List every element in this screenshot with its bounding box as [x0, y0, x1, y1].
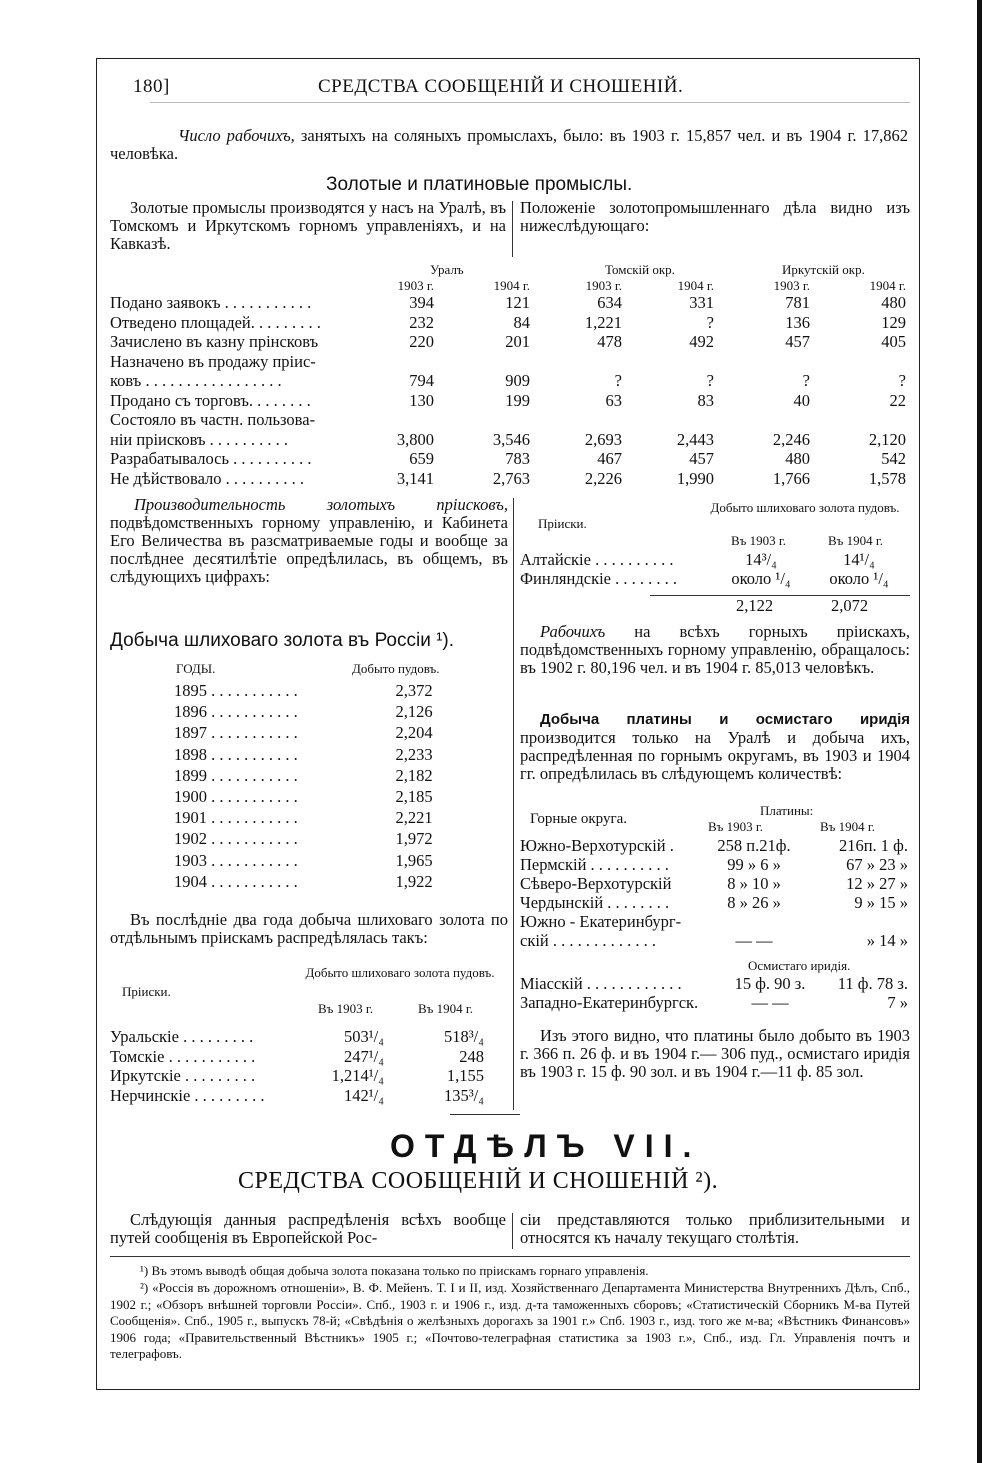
row-value: 1,578 [868, 468, 906, 488]
row-label: Финляндскіе . . . . . . . . [520, 569, 677, 588]
section-left-text: Слѣдующія данныя распредѣленія всѣхъ вообще путей сообщенія въ Европейской Рос- [110, 1210, 506, 1247]
last-two-years-row [110, 1066, 484, 1086]
row-label: Западно-Екатеринбургск. [520, 993, 699, 1012]
last-two-years-table [110, 1027, 484, 1105]
column-divider-top [512, 201, 513, 257]
right-shlikh-year2: Въ 1904 г. [828, 533, 884, 548]
gold-stats-row [110, 449, 906, 469]
row-value: 63 [605, 390, 622, 410]
gold-stats-row [110, 352, 906, 372]
gold-section-title: Золотые и платиновые промыслы. [326, 174, 633, 195]
right-shlikh-table [520, 550, 908, 588]
shlikh-year-row [174, 744, 454, 765]
miners-lead: Рабочихъ [540, 622, 606, 641]
row-value [622, 410, 714, 430]
shlikh-year-row [174, 765, 454, 786]
row-value [810, 352, 906, 372]
last-two-years-row [110, 1086, 484, 1106]
productivity-lead: Производительность золотыхъ пріисковъ, [134, 495, 508, 514]
platinum-year1: Въ 1903 г. [708, 819, 764, 834]
platinum-summary: Изъ этого видно, что платины было добыто въ 1903 г. 366 п. 26 ф. и въ 1904 г.— 306 пуд., осмистаго иридія въ 1903 г. 15 ф. 90 зол. и въ 1904 г.—11 ф. 85 зол. [520, 1026, 910, 1081]
row-value: 2,126 [395, 702, 433, 722]
row-value: 1,922 [395, 871, 433, 891]
row-value-1903: 142¹/₄ [343, 1085, 384, 1105]
row-value-1904: » 14 » [866, 931, 908, 950]
row-value: 121 [505, 293, 530, 313]
row-label: Міасскій . . . . . . . . . . . . [520, 974, 682, 993]
row-value-1903 [704, 912, 804, 931]
row-value: 129 [881, 312, 906, 332]
row-year: 1898 . . . . . . . . . . . [174, 744, 298, 764]
row-year: 1903 . . . . . . . . . . . [174, 850, 298, 870]
row-value: 794 [409, 371, 434, 391]
row-year: 1895 . . . . . . . . . . . [174, 681, 298, 701]
row-value: 467 [597, 449, 622, 469]
platinum-row [520, 874, 908, 893]
row-value: 783 [505, 449, 530, 469]
shlikh-col-value: Добыто пудовъ. [352, 661, 440, 676]
row-value: 1,221 [584, 312, 622, 332]
row-value-1904: 135³/₄ [443, 1085, 484, 1105]
platinum-row [520, 855, 908, 874]
row-year: 1897 . . . . . . . . . . . [174, 723, 298, 743]
row-value: 2,226 [584, 468, 622, 488]
row-value: 634 [597, 293, 622, 313]
row-value: 2,763 [492, 468, 530, 488]
header-rule [150, 102, 910, 103]
row-value [372, 410, 434, 430]
row-value [530, 410, 622, 430]
row-value-1903: 8 » 26 » [727, 893, 781, 912]
row-value: 2,372 [395, 681, 433, 701]
row-value-1904: 7 » [887, 993, 908, 1012]
gold-stats-row [110, 391, 906, 411]
last-two-years-row [110, 1027, 484, 1047]
salt-workers-lead: Число рабочихъ, [178, 126, 295, 145]
last-two-years-label-head: Пріиски. [122, 984, 171, 999]
row-value: 2,221 [395, 808, 433, 828]
section-right-text: сіи представляются только приблизительными и относятся къ началу текущаго столѣтія. [520, 1210, 910, 1247]
row-value: 84 [513, 312, 530, 332]
row-value [622, 352, 714, 372]
row-value [810, 410, 906, 430]
row-value: 480 [881, 293, 906, 313]
row-value-1903: 258 п.21ф. [717, 836, 791, 855]
row-value-1903: 503¹/₄ [343, 1027, 384, 1047]
row-value: 2,443 [676, 429, 714, 449]
row-value [714, 352, 810, 372]
section-subtitle: СРЕДСТВА СООБЩЕНІЙ И СНОШЕНІЙ ²). [238, 1168, 719, 1194]
row-label: Нерчинскіе . . . . . . . . . [110, 1085, 265, 1105]
row-value: 331 [689, 293, 714, 313]
platinum-paragraph [520, 710, 910, 783]
shlikh-year-row [174, 871, 454, 892]
row-value: 478 [597, 332, 622, 352]
row-label: Иркутскіе . . . . . . . . . [110, 1066, 256, 1086]
row-value: 2,182 [395, 765, 433, 785]
row-value: ? [898, 371, 906, 391]
salt-workers-paragraph [110, 127, 908, 163]
page-number: 180] [133, 76, 170, 97]
platinum-row [520, 836, 908, 855]
row-value-1904: 216п. 1 ф. [838, 836, 908, 855]
row-value: 1,990 [676, 468, 714, 488]
row-value-1904: 9 » 15 » [854, 893, 908, 912]
right-shlikh-total-1904: 2,072 [831, 596, 869, 615]
gold-stats-row [110, 469, 906, 489]
row-value-1903: 247¹/₄ [343, 1046, 384, 1066]
row-value: 3,546 [492, 429, 530, 449]
row-label: Пермскій . . . . . . . . . . [520, 855, 669, 874]
row-label: ніи пріисковъ . . . . . . . . . . [110, 429, 289, 449]
row-value: 1,972 [395, 829, 433, 849]
shlikh-year-row [174, 701, 454, 722]
shlikh-year-row [174, 786, 454, 807]
right-shlikh-row [520, 550, 908, 569]
row-value: 130 [409, 390, 434, 410]
row-value-1904: 1,155 [446, 1066, 484, 1086]
row-value: 457 [785, 332, 810, 352]
group-irkutsk: Иркутскій окр. [782, 262, 865, 277]
row-value-1903: 1,214¹/₄ [331, 1066, 384, 1086]
gold-stats-row [110, 332, 906, 352]
platinum-row [520, 893, 908, 912]
row-value: 2,693 [584, 429, 622, 449]
row-label: Назначено въ продажу пріис- [110, 351, 316, 371]
row-value: 2,185 [395, 787, 433, 807]
row-value: 83 [697, 390, 714, 410]
section-title: ОТДѢЛЪ VII. [390, 1128, 702, 1164]
row-value: 2,120 [868, 429, 906, 449]
miners-paragraph [520, 623, 910, 677]
row-label: скій . . . . . . . . . . . . . [520, 931, 657, 950]
gold-stats-row [110, 410, 906, 430]
row-label: Продано съ торговъ. . . . . . . . [110, 390, 311, 410]
right-shlikh-row [520, 569, 908, 588]
row-year: 1900 . . . . . . . . . . . [174, 787, 298, 807]
row-value: 394 [409, 293, 434, 313]
row-value-1903: 15 ф. 90 з. [734, 974, 806, 993]
row-label: Состояло въ частн. пользова- [110, 410, 316, 430]
row-value: 3,141 [396, 468, 434, 488]
row-value [714, 410, 810, 430]
row-label: Отведено площадей. . . . . . . . . [110, 312, 321, 332]
gold-left-text: Золотые промыслы производятся у насъ на Уралѣ, въ Томскомъ и Иркутскомъ горномъ управленіяхъ, и на Кавказѣ. [110, 198, 506, 253]
group-ural: Уралъ [430, 262, 464, 277]
gold-years-row: 1903 г. 1904 г. 1903 г. 1904 г. 1903 г. 1904 г. [397, 278, 906, 293]
row-value: ? [802, 371, 810, 391]
row-value: 659 [409, 449, 434, 469]
row-year: 1904 . . . . . . . . . . . [174, 871, 298, 891]
platinum-row [520, 912, 908, 931]
platinum-lead: Добыча платины и осмистаго иридія [540, 711, 910, 728]
row-label: Уральскіе . . . . . . . . . [110, 1027, 254, 1047]
platinum-row [520, 931, 908, 950]
row-value-1904: 518³/₄ [443, 1027, 484, 1047]
row-value-1904 [804, 912, 908, 931]
section-divider [450, 1114, 520, 1115]
row-value: 480 [785, 449, 810, 469]
row-value-1903: 99 » 6 » [727, 855, 781, 874]
row-value: 22 [889, 390, 906, 410]
row-value-1903: — — [751, 993, 789, 1012]
row-label: Южно - Екатеринбург- [520, 912, 682, 931]
row-label: Алтайскіе . . . . . . . . . . [520, 550, 674, 569]
row-value: 2,246 [772, 429, 810, 449]
row-value: 40 [793, 390, 810, 410]
row-value: 3,800 [396, 429, 434, 449]
last-two-years-y1: Въ 1903 г. [318, 1001, 374, 1016]
right-shlikh-head: Добыто шлиховаго золота пудовъ. [710, 500, 900, 515]
right-shlikh-total-1903: 2,122 [736, 596, 774, 615]
row-label: Разрабатывалось . . . . . . . . . . [110, 449, 312, 469]
row-value-1904: 14¹/₄ [843, 550, 875, 569]
row-label: ковъ . . . . . . . . . . . . . . . . . [110, 371, 282, 391]
gold-stats-table [110, 278, 906, 488]
row-value-1904: 67 » 23 » [846, 855, 908, 874]
row-value-1904: 12 » 27 » [846, 874, 908, 893]
row-value-1903: около ¹/₄ [731, 569, 791, 588]
row-year: 1899 . . . . . . . . . . . [174, 765, 298, 785]
column-divider-bottom [512, 1213, 513, 1249]
shlikh-russia-title: Добыча шлиховаго золота въ Россіи ¹). [110, 630, 455, 651]
row-label: Зачислено въ казну прінсковъ [110, 332, 319, 352]
row-value: 1,766 [772, 468, 810, 488]
row-value: ? [614, 371, 622, 391]
row-value [372, 352, 434, 372]
row-value: 1,965 [395, 850, 433, 870]
last-two-years-row [110, 1047, 484, 1067]
miners-text: на всѣхъ горныхъ пріискахъ, подвѣдомственныхъ горному управленію, обращалось: въ 1902 г. 80,196 чел. и въ 1904 г. 85,013 человѣкъ. [520, 622, 910, 677]
row-value: 220 [409, 332, 434, 352]
scan-edge-bar [977, 0, 982, 1463]
gold-stats-row [110, 313, 906, 333]
row-label: Южно-Верхотурскій . [520, 836, 674, 855]
gold-stats-row [110, 430, 906, 450]
row-year: 1901 . . . . . . . . . . . [174, 808, 298, 828]
shlikh-russia-table [174, 680, 454, 892]
row-value: 2,204 [395, 723, 433, 743]
productivity-text: подвѣдомственныхъ горному управленію, и Кабинета Его Величества въ разсматриваемые годы и вообще за послѣднее десятилѣтіе опредѣлилась, въ общемъ, въ слѣдующихъ цифрахъ: [110, 513, 508, 586]
row-value: 232 [409, 312, 434, 332]
row-value-1903: — — [735, 931, 773, 950]
row-label: Сѣверо-Верхотурскій [520, 874, 672, 893]
platinum-label-head: Горные округа. [530, 811, 628, 827]
platinum-text: производится только на Уралѣ и добыча ихъ, распредѣленная по горнымъ округамъ, въ 1903 и 1904 гг. опредѣлилась въ слѣдующемъ количествѣ: [520, 728, 910, 783]
row-label: Не дѣйствовало . . . . . . . . . . [110, 468, 305, 488]
shlikh-year-row [174, 828, 454, 849]
gold-stats-row [110, 293, 906, 313]
right-shlikh-sum-rule [650, 595, 910, 596]
row-value: 909 [505, 371, 530, 391]
row-year: 1902 . . . . . . . . . . . [174, 829, 298, 849]
row-value: 457 [689, 449, 714, 469]
last-two-years-y2: Въ 1904 г. [418, 1001, 474, 1016]
row-value-1903: 8 » 10 » [727, 874, 781, 893]
row-value [434, 410, 530, 430]
row-label: Томскіе . . . . . . . . . . . [110, 1046, 256, 1066]
shlikh-year-row [174, 680, 454, 701]
row-value: 492 [689, 332, 714, 352]
row-value-1904: около ¹/₄ [829, 569, 889, 588]
osmium-row [520, 993, 908, 1012]
shlikh-year-row [174, 807, 454, 828]
platinum-head: Платины: [760, 803, 814, 818]
shlikh-col-year: ГОДЫ. [176, 661, 216, 676]
footnote-2: ²) «Россія въ дорожномъ отношеніи», В. Ф. Мейенъ. Т. I и II, изд. Хозяйственнаго Департамента Министерства Внутреннихъ Дѣлъ, Спб., 1902 г.; «Обзоръ внѣшней торговли Россіи». Спб., 1903 г. и 1906 г., изд. д-та таможенныхъ сборовъ; «Статистическій Сборникъ М-ва Путей Сообщенія». Спб., 1905 г., выпускъ 78-й; «Свѣдѣнія о желѣзныхъ дорогахъ за 1901 г.» Спб. 1903 г., изд. того же м-ва; «Вѣстникъ Финансовъ» 1906 года; «Правительственный Вѣстникъ» 1905 г.; «Почтово-телеграфная статистика за 1903 г.», Спб., изд. Гл. Управленія почтъ и телеграфовъ. [110, 1280, 910, 1361]
row-value: ? [706, 312, 714, 332]
row-value-1904: 248 [459, 1046, 484, 1066]
row-label: Чердынскій . . . . . . . . [520, 893, 670, 912]
row-value: 542 [881, 449, 906, 469]
row-value: 2,233 [395, 744, 433, 764]
row-value [530, 352, 622, 372]
productivity-paragraph [110, 496, 508, 586]
footnote-rule [110, 1256, 910, 1257]
right-shlikh-label-head: Пріиски. [538, 516, 587, 531]
osmium-table [520, 974, 908, 1012]
row-value: 781 [785, 293, 810, 313]
last-two-years-head: Добыто шлиховаго золота пудовъ. [305, 965, 495, 980]
shlikh-year-row [174, 722, 454, 743]
osmium-row [520, 974, 908, 993]
row-value: 405 [881, 332, 906, 352]
platinum-table [520, 836, 908, 950]
row-value: 199 [505, 390, 530, 410]
salt-workers-text: занятыхъ на соляныхъ промыслахъ, было: въ 1903 г. 15,857 чел. и въ 1904 г. 17,862 человѣка. [110, 126, 909, 163]
shlikh-year-row [174, 850, 454, 871]
platinum-year2: Въ 1904 г. [820, 819, 876, 834]
row-value [434, 352, 530, 372]
row-label: Подано заявокъ . . . . . . . . . . . [110, 293, 312, 313]
row-value-1904: 11 ф. 78 з. [837, 974, 908, 993]
gold-stats-body [110, 293, 906, 488]
right-shlikh-year1: Въ 1903 г. [731, 533, 787, 548]
osmium-head: Осмистаго иридія. [748, 958, 851, 973]
gold-right-text: Положеніе золотопромышленнаго дѣла видно изъ нижеслѣдующаго: [520, 198, 910, 235]
row-value: 136 [785, 312, 810, 332]
last-two-years-text: Въ послѣдніе два года добыча шлиховаго золота по отдѣльнымъ пріискамъ распредѣлялась такъ: [110, 910, 508, 947]
gold-stats-row [110, 371, 906, 391]
row-value: ? [706, 371, 714, 391]
row-year: 1896 . . . . . . . . . . . [174, 702, 298, 722]
running-title: СРЕДСТВА СООБЩЕНІЙ И СНОШЕНІЙ. [318, 76, 684, 97]
column-divider-main [513, 498, 514, 1110]
group-tomsk: Томскій окр. [605, 262, 675, 277]
row-value: 201 [505, 332, 530, 352]
row-value-1903: 14³/₄ [745, 550, 777, 569]
footnote-1: ¹) Въ этомъ выводѣ общая добыча золота показана только по пріискамъ горнаго управленія. [140, 1263, 649, 1278]
